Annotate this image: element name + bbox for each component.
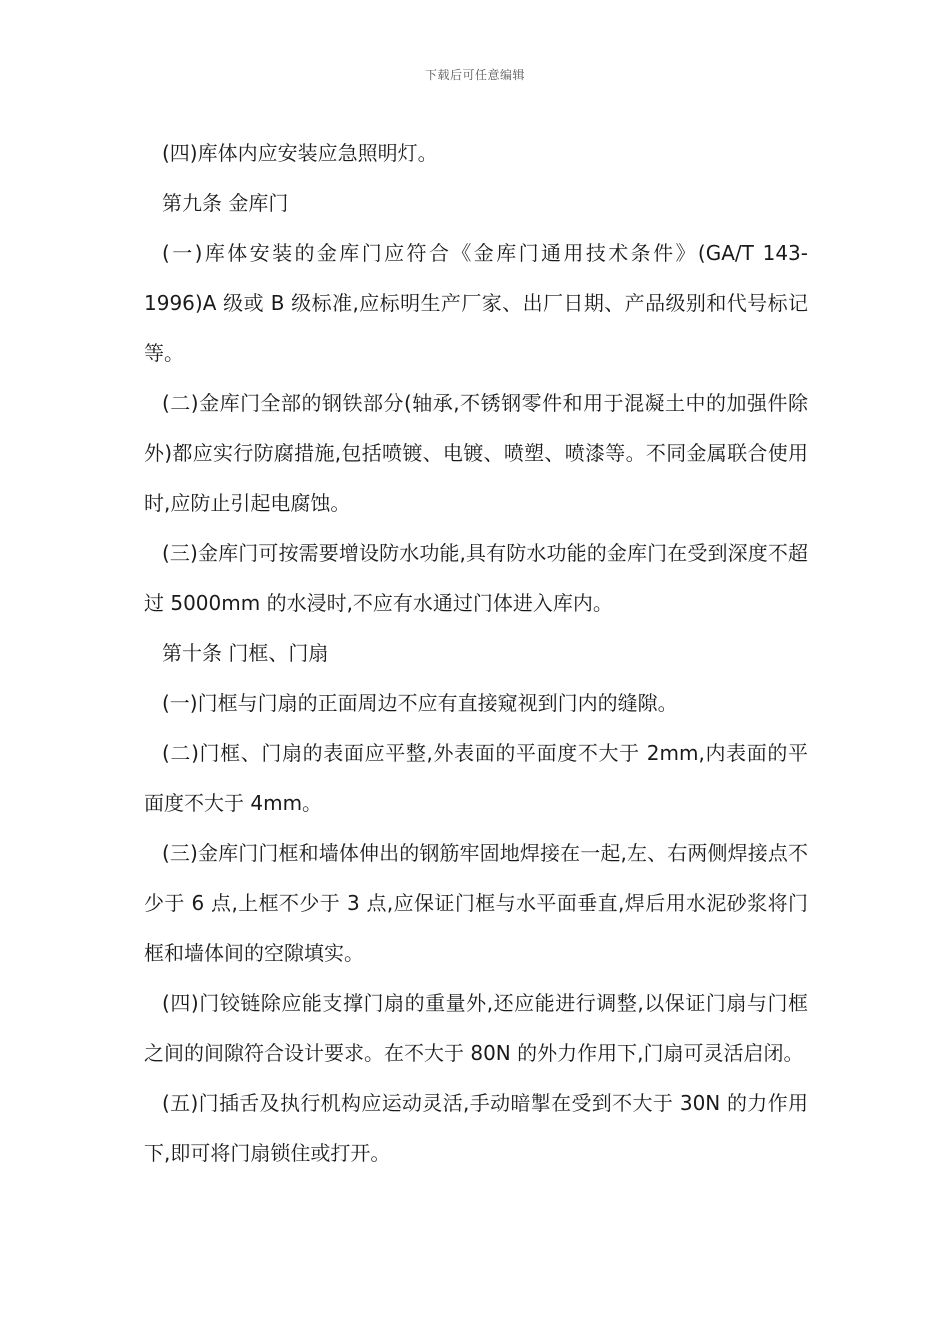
paragraph-waterproof: (三)金库门可按需要增设防水功能,具有防水功能的金库门在受到深度不超过 5000mm 的水浸时,不应有水通过门体进入库内。 bbox=[144, 541, 808, 615]
paragraph-anticorrosion: (二)金库门全部的钢铁部分(轴承,不锈钢零件和用于混凝土中的加强件除外)都应实行防腐措施,包括喷镀、电镀、喷塑、喷漆等。不同金属联合使用时,应防止引起电腐蚀。 bbox=[144, 391, 808, 515]
paragraph-latch: (五)门插舌及执行机构应运动灵活,手动暗掣在受到不大于 30N 的力作用下,即可将门扇锁住或打开。 bbox=[144, 1091, 808, 1165]
paragraph-vault-door-standard: (一)库体安装的金库门应符合《金库门通用技术条件》(GA/T 143-1996)A 级或 B 级标准,应标明生产厂家、出厂日期、产品级别和代号标记等。 bbox=[144, 241, 808, 365]
paragraph-hinge: (四)门铰链除应能支撑门扇的重量外,还应能进行调整,以保证门扇与门框之间的间隙符合设计要求。在不大于 80N 的外力作用下,门扇可灵活启闭。 bbox=[144, 991, 808, 1065]
paragraph-emergency-lighting: (四)库体内应安装应急照明灯。 bbox=[162, 141, 438, 165]
section-heading-article-10: 第十条 门框、门扇 bbox=[162, 641, 329, 665]
paragraph-welding: (三)金库门门框和墙体伸出的钢筋牢固地焊接在一起,左、右两侧焊接点不少于 6 点,上框不少于 3 点,应保证门框与水平面垂直,焊后用水泥砂浆将门框和墙体间的空隙填实。 bbox=[144, 841, 808, 965]
section-heading-article-9: 第九条 金库门 bbox=[162, 191, 289, 215]
page-header: 下载后可任意编辑 bbox=[424, 68, 525, 82]
paragraph-frame-gap: (一)门框与门扇的正面周边不应有直接窥视到门内的缝隙。 bbox=[162, 691, 678, 715]
document-body bbox=[144, 128, 808, 1178]
paragraph-flatness: (二)门框、门扇的表面应平整,外表面的平面度不大于 2mm,内表面的平面度不大于 4mm。 bbox=[144, 741, 808, 815]
